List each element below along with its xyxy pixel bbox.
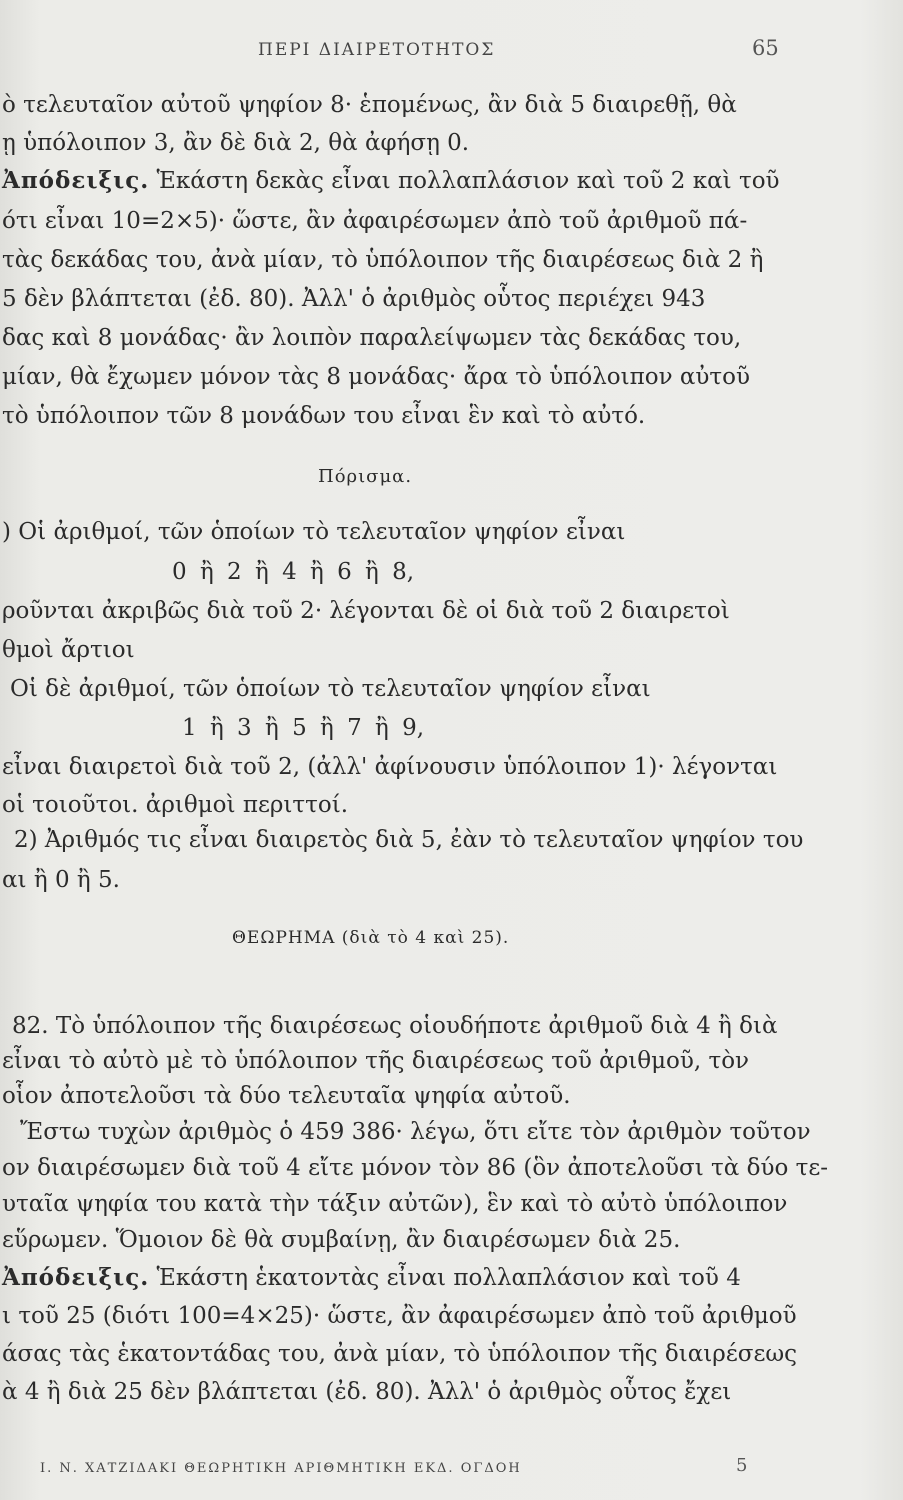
sheet-number: 5 <box>736 1455 748 1476</box>
text-line: ότι εἶναι 10=2×5)· ὥστε, ἂν ἀφαιρέσωμεν ἀπὸ τοῦ ἀριθμοῦ πά- <box>2 208 748 234</box>
text-line: ον διαιρέσωμεν διὰ τοῦ 4 εἴτε μόνον τὸν 86 (ὃν ἀποτελοῦσι τὰ δύο τε- <box>2 1155 829 1181</box>
text-line: εὕρωμεν. Ὅμοιον δὲ θὰ συμβαίνῃ, ἂν διαιρέσωμεν διὰ 25. <box>2 1227 681 1253</box>
signature-line: Ι. Ν. ΧΑΤΖΙΔΑΚΙ ΘΕΩΡΗΤΙΚΗ ΑΡΙΘΜΗΤΙΚΗ ΕΚΔ. ΟΓΔΟΗ <box>40 1461 522 1476</box>
text-line: 5 δὲν βλάπτεται (ἐδ. 80). Ἀλλ' ὁ ἀριθμὸς οὗτος περιέχει 943 <box>2 286 706 312</box>
text-line: 0 ἢ 2 ἢ 4 ἢ 6 ἢ 8, <box>172 559 415 585</box>
text-line: ροῦνται ἀκριβῶς διὰ τοῦ 2· λέγονται δὲ οἱ διὰ τοῦ 2 διαιρετοὶ <box>2 598 730 624</box>
running-head: ΠΕΡΙ ΔΙΑΙΡΕΤΟΤΗΤΟΣ <box>258 40 496 60</box>
text-line: μίαν, θὰ ἔχωμεν μόνον τὰς 8 μονάδας· ἄρα τὸ ὑπόλοιπον αὐτοῦ <box>2 364 750 390</box>
proof-first-line <box>2 167 780 195</box>
text-line: Ἑκάστη δεκὰς εἶναι πολλαπλάσιον καὶ τοῦ 2 καὶ τοῦ <box>149 168 780 194</box>
page-header <box>0 34 903 64</box>
text-line: οἱ τοιοῦτοι. ἀριθμοὶ περιττοί. <box>2 792 349 818</box>
proof-label: Ἀπόδειξις. <box>2 167 150 194</box>
text-line: 1 ἢ 3 ἢ 5 ἢ 7 ἢ 9, <box>182 715 425 741</box>
text-line: εἶναι τὸ αὐτὸ μὲ τὸ ὑπόλοιπον τῆς διαιρέσεως τοῦ ἀριθμοῦ, τὸν <box>2 1048 750 1074</box>
text-line: τὰς δεκάδας του, ἀνὰ μίαν, τὸ ὑπόλοιπον τῆς διαιρέσεως διὰ 2 ἢ <box>2 247 764 273</box>
text-line: τὸ ὑπόλοιπον τῶν 8 μονάδων του εἶναι ἓν καὶ τὸ αὐτό. <box>2 403 646 429</box>
corollary-heading: Πόρισμα. <box>318 466 413 487</box>
text-line: ) Οἱ ἀριθμοί, τῶν ὁποίων τὸ τελευταῖον ψηφίον εἶναι <box>2 519 626 545</box>
text-line: ῃ ὑπόλοιπον 3, ἂν δὲ διὰ 2, θὰ ἀφήσῃ 0. <box>2 130 470 156</box>
text-line: ὰ 4 ἢ διὰ 25 δὲν βλάπτεται (ἐδ. 80). Ἀλλ' ὁ ἀριθμὸς οὗτος ἔχει <box>2 1379 732 1405</box>
text-line: αι ἢ 0 ἢ 5. <box>2 867 120 893</box>
text-line: ὸ τελευταῖον αὐτοῦ ψηφίον 8· ἑπομένως, ἂν διὰ 5 διαιρεθῇ, θὰ <box>2 92 737 118</box>
text-line: θμοὶ ἄρτιοι <box>2 637 135 663</box>
text-line: Ἑκάστη ἑκατοντὰς εἶναι πολλαπλάσιον καὶ τοῦ 4 <box>149 1265 741 1291</box>
text-line: 2) Ἀριθμός τις εἶναι διαιρετὸς διὰ 5, ἐὰν τὸ τελευταῖον ψηφίον του <box>14 827 804 853</box>
proof-first-line <box>2 1264 741 1292</box>
text-line: εἶναι διαιρετοὶ διὰ τοῦ 2, (ἀλλ' ἀφίνουσιν ὑπόλοιπον 1)· λέγονται <box>2 754 778 780</box>
page-footer <box>0 1455 903 1485</box>
text-line: Οἱ δὲ ἀριθμοί, τῶν ὁποίων τὸ τελευταῖον ψηφίον εἶναι <box>10 676 651 702</box>
text-line: Ἔστω τυχὼν ἀριθμὸς ὁ 459 386· λέγω, ὅτι εἴτε τὸν ἀριθμὸν τοῦτον <box>20 1119 811 1145</box>
text-line: ι τοῦ 25 (διότι 100=4×25)· ὥστε, ἂν ἀφαιρέσωμεν ἀπὸ τοῦ ἀριθμοῦ <box>2 1303 797 1329</box>
theorem-heading: ΘΕΩΡΗΜΑ (διὰ τὸ 4 καὶ 25). <box>232 928 510 948</box>
text-line: άσας τὰς ἑκατοντάδας του, ἀνὰ μίαν, τὸ ὑπόλοιπον τῆς διαιρέσεως <box>2 1341 797 1367</box>
text-line: δας καὶ 8 μονάδας· ἂν λοιπὸν παραλείψωμεν τὰς δεκάδας του, <box>2 325 742 351</box>
text-line: οἷον ἀποτελοῦσι τὰ δύο τελευταῖα ψηφία αὐτοῦ. <box>2 1083 571 1109</box>
page-number: 65 <box>752 36 779 60</box>
text-line: 82. Τὸ ὑπόλοιπον τῆς διαιρέσεως οἱουδήποτε ἀριθμοῦ διὰ 4 ἢ διὰ <box>12 1013 778 1039</box>
text-line: υταῖα ψηφία του κατὰ τὴν τάξιν αὐτῶν), ἓν καὶ τὸ αὐτὸ ὑπόλοιπον <box>2 1191 788 1217</box>
proof-label: Ἀπόδειξις. <box>2 1264 150 1291</box>
